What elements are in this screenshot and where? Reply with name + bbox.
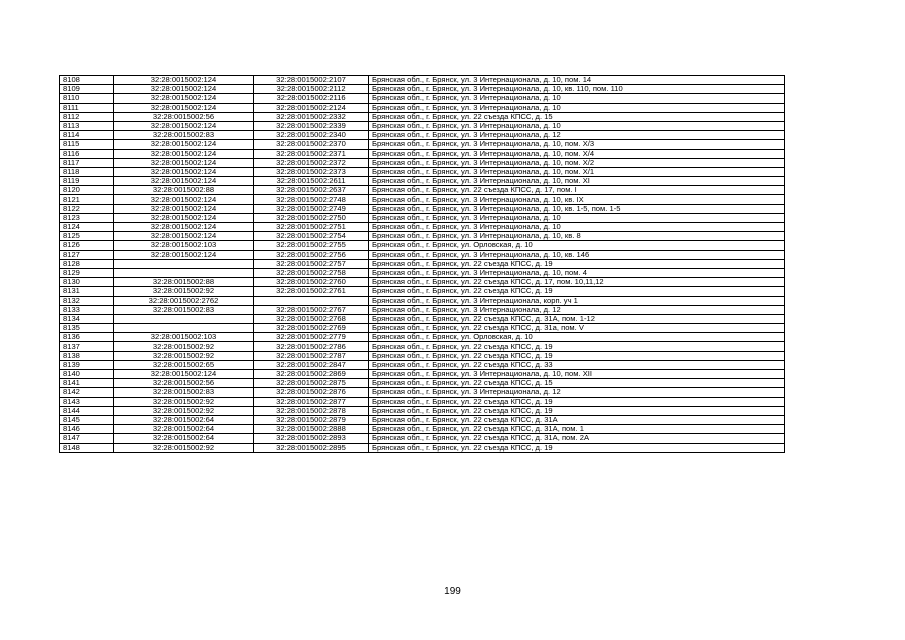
address-cell: Брянская обл., г. Брянск, ул. 3 Интернационала, д. 10: [369, 103, 785, 112]
address-cell: Брянская обл., г. Брянск, ул. 22 съезда КПСС, д. 31А, пом. 1: [369, 425, 785, 434]
row-number-cell: 8119: [60, 177, 114, 186]
row-number-cell: 8118: [60, 167, 114, 176]
row-number-cell: 8148: [60, 443, 114, 452]
table-row: [60, 314, 785, 323]
address-cell: Брянская обл., г. Брянск, ул. 3 Интернационала, д. 12: [369, 388, 785, 397]
parcel-number-cell: 32:28:0015002:124: [114, 76, 254, 85]
table-row: [60, 268, 785, 277]
row-number-cell: 8112: [60, 112, 114, 121]
row-number-cell: 8120: [60, 186, 114, 195]
table-row: [60, 213, 785, 222]
object-number-cell: 32:28:0015002:2876: [254, 388, 369, 397]
row-number-cell: 8144: [60, 406, 114, 415]
row-number-cell: 8146: [60, 425, 114, 434]
object-number-cell: 32:28:0015002:2748: [254, 195, 369, 204]
address-cell: Брянская обл., г. Брянск, ул. 3 Интернационала, д. 10, кв. 110, пом. 110: [369, 85, 785, 94]
row-number-cell: 8132: [60, 296, 114, 305]
parcel-number-cell: 32:28:0015002:65: [114, 360, 254, 369]
parcel-number-cell: [114, 268, 254, 277]
object-number-cell: 32:28:0015002:2877: [254, 397, 369, 406]
parcel-number-cell: 32:28:0015002:124: [114, 195, 254, 204]
cadastral-table: [59, 75, 785, 453]
table-row: [60, 76, 785, 85]
parcel-number-cell: 32:28:0015002:92: [114, 406, 254, 415]
object-number-cell: 32:28:0015002:2371: [254, 149, 369, 158]
object-number-cell: 32:28:0015002:2895: [254, 443, 369, 452]
table-row: [60, 186, 785, 195]
row-number-cell: 8110: [60, 94, 114, 103]
parcel-number-cell: 32:28:0015002:124: [114, 370, 254, 379]
address-cell: Брянская обл., г. Брянск, ул. 3 Интернационала, д. 10, кв. 8: [369, 232, 785, 241]
row-number-cell: 8133: [60, 305, 114, 314]
table-row: [60, 287, 785, 296]
object-number-cell: 32:28:0015002:2875: [254, 379, 369, 388]
object-number-cell: 32:28:0015002:2761: [254, 287, 369, 296]
table-row: [60, 177, 785, 186]
parcel-number-cell: 32:28:0015002:64: [114, 425, 254, 434]
row-number-cell: 8139: [60, 360, 114, 369]
table-row: [60, 167, 785, 176]
row-number-cell: 8137: [60, 342, 114, 351]
table-row: [60, 140, 785, 149]
table-row: [60, 324, 785, 333]
row-number-cell: 8135: [60, 324, 114, 333]
address-cell: Брянская обл., г. Брянск, ул. 22 съезда КПСС, д. 19: [369, 287, 785, 296]
parcel-number-cell: 32:28:0015002:56: [114, 379, 254, 388]
row-number-cell: 8143: [60, 397, 114, 406]
object-number-cell: 32:28:0015002:2372: [254, 158, 369, 167]
parcel-number-cell: 32:28:0015002:124: [114, 250, 254, 259]
table-row: [60, 443, 785, 452]
address-cell: Брянская обл., г. Брянск, ул. 3 Интернационала, д. 10, пом. X/4: [369, 149, 785, 158]
object-number-cell: 32:28:0015002:2760: [254, 278, 369, 287]
address-cell: Брянская обл., г. Брянск, ул. 3 Интернационала, корп. уч 1: [369, 296, 785, 305]
table-row: [60, 112, 785, 121]
address-cell: Брянская обл., г. Брянск, ул. 3 Интернационала, д. 10: [369, 223, 785, 232]
table-row: [60, 149, 785, 158]
parcel-number-cell: 32:28:0015002:92: [114, 397, 254, 406]
table-row: [60, 195, 785, 204]
table-row: [60, 370, 785, 379]
address-cell: Брянская обл., г. Брянск, ул. Орловская, д. 10: [369, 333, 785, 342]
address-cell: Брянская обл., г. Брянск, ул. 3 Интернационала, д. 10, пом. X/3: [369, 140, 785, 149]
row-number-cell: 8121: [60, 195, 114, 204]
parcel-number-cell: 32:28:0015002:88: [114, 186, 254, 195]
address-cell: Брянская обл., г. Брянск, ул. 22 съезда КПСС, д. 31А, пом. 2А: [369, 434, 785, 443]
object-number-cell: 32:28:0015002:2107: [254, 76, 369, 85]
table-row: [60, 204, 785, 213]
table-row: [60, 296, 785, 305]
parcel-number-cell: 32:28:0015002:64: [114, 434, 254, 443]
address-cell: Брянская обл., г. Брянск, ул. 3 Интернационала, д. 10, пом. X/2: [369, 158, 785, 167]
row-number-cell: 8116: [60, 149, 114, 158]
object-number-cell: 32:28:0015002:2370: [254, 140, 369, 149]
object-number-cell: 32:28:0015002:2332: [254, 112, 369, 121]
object-number-cell: 32:28:0015002:2769: [254, 324, 369, 333]
address-cell: Брянская обл., г. Брянск, ул. 22 съезда КПСС, д. 19: [369, 342, 785, 351]
parcel-number-cell: [114, 259, 254, 268]
object-number-cell: 32:28:0015002:2637: [254, 186, 369, 195]
row-number-cell: 8140: [60, 370, 114, 379]
object-number-cell: 32:28:0015002:2754: [254, 232, 369, 241]
object-number-cell: 32:28:0015002:2757: [254, 259, 369, 268]
table-row: [60, 406, 785, 415]
table-row: [60, 121, 785, 130]
object-number-cell: 32:28:0015002:2768: [254, 314, 369, 323]
object-number-cell: 32:28:0015002:2869: [254, 370, 369, 379]
parcel-number-cell: 32:28:0015002:124: [114, 140, 254, 149]
row-number-cell: 8130: [60, 278, 114, 287]
object-number-cell: 32:28:0015002:2758: [254, 268, 369, 277]
parcel-number-cell: 32:28:0015002:124: [114, 167, 254, 176]
address-cell: Брянская обл., г. Брянск, ул. 22 съезда КПСС, д. 17, пом. 10,11,12: [369, 278, 785, 287]
row-number-cell: 8142: [60, 388, 114, 397]
address-cell: Брянская обл., г. Брянск, ул. 3 Интернационала, д. 10, пом. XII: [369, 370, 785, 379]
parcel-number-cell: 32:28:0015002:92: [114, 287, 254, 296]
table-row: [60, 250, 785, 259]
row-number-cell: 8117: [60, 158, 114, 167]
address-cell: Брянская обл., г. Брянск, ул. 22 съезда КПСС, д. 19: [369, 351, 785, 360]
parcel-number-cell: 32:28:0015002:124: [114, 149, 254, 158]
row-number-cell: 8122: [60, 204, 114, 213]
object-number-cell: 32:28:0015002:2756: [254, 250, 369, 259]
address-cell: Брянская обл., г. Брянск, ул. 3 Интернационала, д. 10, пом. 14: [369, 76, 785, 85]
object-number-cell: 32:28:0015002:2786: [254, 342, 369, 351]
row-number-cell: 8136: [60, 333, 114, 342]
table-row: [60, 342, 785, 351]
parcel-number-cell: 32:28:0015002:92: [114, 351, 254, 360]
object-number-cell: 32:28:0015002:2339: [254, 121, 369, 130]
parcel-number-cell: 32:28:0015002:124: [114, 103, 254, 112]
table-row: [60, 94, 785, 103]
object-number-cell: 32:28:0015002:2124: [254, 103, 369, 112]
address-cell: Брянская обл., г. Брянск, ул. 22 съезда КПСС, д. 17, пом. I: [369, 186, 785, 195]
row-number-cell: 8126: [60, 241, 114, 250]
table-row: [60, 131, 785, 140]
row-number-cell: 8115: [60, 140, 114, 149]
row-number-cell: 8124: [60, 223, 114, 232]
parcel-number-cell: 32:28:0015002:64: [114, 415, 254, 424]
parcel-number-cell: 32:28:0015002:88: [114, 278, 254, 287]
address-cell: Брянская обл., г. Брянск, ул. 22 съезда КПСС, д. 15: [369, 379, 785, 388]
parcel-number-cell: 32:28:0015002:56: [114, 112, 254, 121]
row-number-cell: 8123: [60, 213, 114, 222]
address-cell: Брянская обл., г. Брянск, ул. 3 Интернационала, д. 12: [369, 131, 785, 140]
table-row: [60, 232, 785, 241]
table-row: [60, 434, 785, 443]
object-number-cell: 32:28:0015002:2755: [254, 241, 369, 250]
address-cell: Брянская обл., г. Брянск, ул. 22 съезда КПСС, д. 31а, пом. V: [369, 324, 785, 333]
address-cell: Брянская обл., г. Брянск, ул. 3 Интернационала, д. 10, кв. 146: [369, 250, 785, 259]
row-number-cell: 8114: [60, 131, 114, 140]
address-cell: Брянская обл., г. Брянск, ул. 3 Интернационала, д. 10: [369, 121, 785, 130]
address-cell: Брянская обл., г. Брянск, ул. 3 Интернационала, д. 10, пом. XI: [369, 177, 785, 186]
object-number-cell: 32:28:0015002:2116: [254, 94, 369, 103]
row-number-cell: 8147: [60, 434, 114, 443]
parcel-number-cell: 32:28:0015002:124: [114, 121, 254, 130]
address-cell: Брянская обл., г. Брянск, ул. 3 Интернационала, д. 10, кв. 1-5, пом. 1-5: [369, 204, 785, 213]
page-number: 199: [444, 586, 461, 597]
address-cell: Брянская обл., г. Брянск, ул. 22 съезда КПСС, д. 19: [369, 406, 785, 415]
row-number-cell: 8127: [60, 250, 114, 259]
table-row: [60, 379, 785, 388]
parcel-number-cell: 32:28:0015002:124: [114, 232, 254, 241]
object-number-cell: 32:28:0015002:2751: [254, 223, 369, 232]
address-cell: Брянская обл., г. Брянск, ул. 22 съезда КПСС, д. 31А: [369, 415, 785, 424]
object-number-cell: 32:28:0015002:2767: [254, 305, 369, 314]
row-number-cell: 8109: [60, 85, 114, 94]
parcel-number-cell: 32:28:0015002:92: [114, 342, 254, 351]
address-cell: Брянская обл., г. Брянск, ул. 22 съезда КПСС, д. 31А, пом. 1-12: [369, 314, 785, 323]
parcel-number-cell: [114, 314, 254, 323]
row-number-cell: 8131: [60, 287, 114, 296]
row-number-cell: 8145: [60, 415, 114, 424]
object-number-cell: 32:28:0015002:2340: [254, 131, 369, 140]
address-cell: Брянская обл., г. Брянск, ул. 3 Интернационала, д. 10, пом. 4: [369, 268, 785, 277]
table-row: [60, 397, 785, 406]
table-row: [60, 241, 785, 250]
object-number-cell: 32:28:0015002:2787: [254, 351, 369, 360]
parcel-number-cell: 32:28:0015002:2762: [114, 296, 254, 305]
table-row: [60, 103, 785, 112]
row-number-cell: 8108: [60, 76, 114, 85]
address-cell: Брянская обл., г. Брянск, ул. 3 Интернационала, д. 10: [369, 94, 785, 103]
cadastral-table-body: [60, 76, 785, 453]
row-number-cell: 8129: [60, 268, 114, 277]
parcel-number-cell: 32:28:0015002:124: [114, 213, 254, 222]
address-cell: Брянская обл., г. Брянск, ул. 3 Интернационала, д. 10, кв. IX: [369, 195, 785, 204]
object-number-cell: 32:28:0015002:2750: [254, 213, 369, 222]
object-number-cell: 32:28:0015002:2373: [254, 167, 369, 176]
table-row: [60, 388, 785, 397]
object-number-cell: 32:28:0015002:2611: [254, 177, 369, 186]
row-number-cell: 8125: [60, 232, 114, 241]
object-number-cell: 32:28:0015002:2893: [254, 434, 369, 443]
parcel-number-cell: 32:28:0015002:103: [114, 241, 254, 250]
object-number-cell: 32:28:0015002:2749: [254, 204, 369, 213]
table-row: [60, 425, 785, 434]
table-row: [60, 305, 785, 314]
table-row: [60, 415, 785, 424]
table-row: [60, 223, 785, 232]
address-cell: Брянская обл., г. Брянск, ул. 22 съезда КПСС, д. 19: [369, 443, 785, 452]
table-row: [60, 85, 785, 94]
parcel-number-cell: 32:28:0015002:83: [114, 131, 254, 140]
parcel-number-cell: 32:28:0015002:124: [114, 223, 254, 232]
address-cell: Брянская обл., г. Брянск, ул. 3 Интернационала, д. 10: [369, 213, 785, 222]
table-row: [60, 278, 785, 287]
parcel-number-cell: 32:28:0015002:83: [114, 305, 254, 314]
object-number-cell: [254, 296, 369, 305]
parcel-number-cell: 32:28:0015002:124: [114, 158, 254, 167]
parcel-number-cell: [114, 324, 254, 333]
address-cell: Брянская обл., г. Брянск, ул. 3 Интернационала, д. 12: [369, 305, 785, 314]
row-number-cell: 8134: [60, 314, 114, 323]
object-number-cell: 32:28:0015002:2847: [254, 360, 369, 369]
object-number-cell: 32:28:0015002:2878: [254, 406, 369, 415]
table-row: [60, 360, 785, 369]
parcel-number-cell: 32:28:0015002:124: [114, 85, 254, 94]
parcel-number-cell: 32:28:0015002:124: [114, 94, 254, 103]
address-cell: Брянская обл., г. Брянск, ул. 22 съезда КПСС, д. 19: [369, 397, 785, 406]
table-row: [60, 351, 785, 360]
row-number-cell: 8113: [60, 121, 114, 130]
table-row: [60, 158, 785, 167]
object-number-cell: 32:28:0015002:2112: [254, 85, 369, 94]
address-cell: Брянская обл., г. Брянск, ул. 3 Интернационала, д. 10, пом. X/1: [369, 167, 785, 176]
address-cell: Брянская обл., г. Брянск, ул. Орловская, д. 10: [369, 241, 785, 250]
row-number-cell: 8111: [60, 103, 114, 112]
object-number-cell: 32:28:0015002:2879: [254, 415, 369, 424]
object-number-cell: 32:28:0015002:2779: [254, 333, 369, 342]
parcel-number-cell: 32:28:0015002:92: [114, 443, 254, 452]
row-number-cell: 8128: [60, 259, 114, 268]
object-number-cell: 32:28:0015002:2888: [254, 425, 369, 434]
parcel-number-cell: 32:28:0015002:124: [114, 204, 254, 213]
row-number-cell: 8141: [60, 379, 114, 388]
address-cell: Брянская обл., г. Брянск, ул. 22 съезда КПСС, д. 33: [369, 360, 785, 369]
parcel-number-cell: 32:28:0015002:103: [114, 333, 254, 342]
table-row: [60, 259, 785, 268]
table-row: [60, 333, 785, 342]
parcel-number-cell: 32:28:0015002:124: [114, 177, 254, 186]
address-cell: Брянская обл., г. Брянск, ул. 22 съезда КПСС, д. 19: [369, 259, 785, 268]
parcel-number-cell: 32:28:0015002:83: [114, 388, 254, 397]
row-number-cell: 8138: [60, 351, 114, 360]
address-cell: Брянская обл., г. Брянск, ул. 22 съезда КПСС, д. 15: [369, 112, 785, 121]
